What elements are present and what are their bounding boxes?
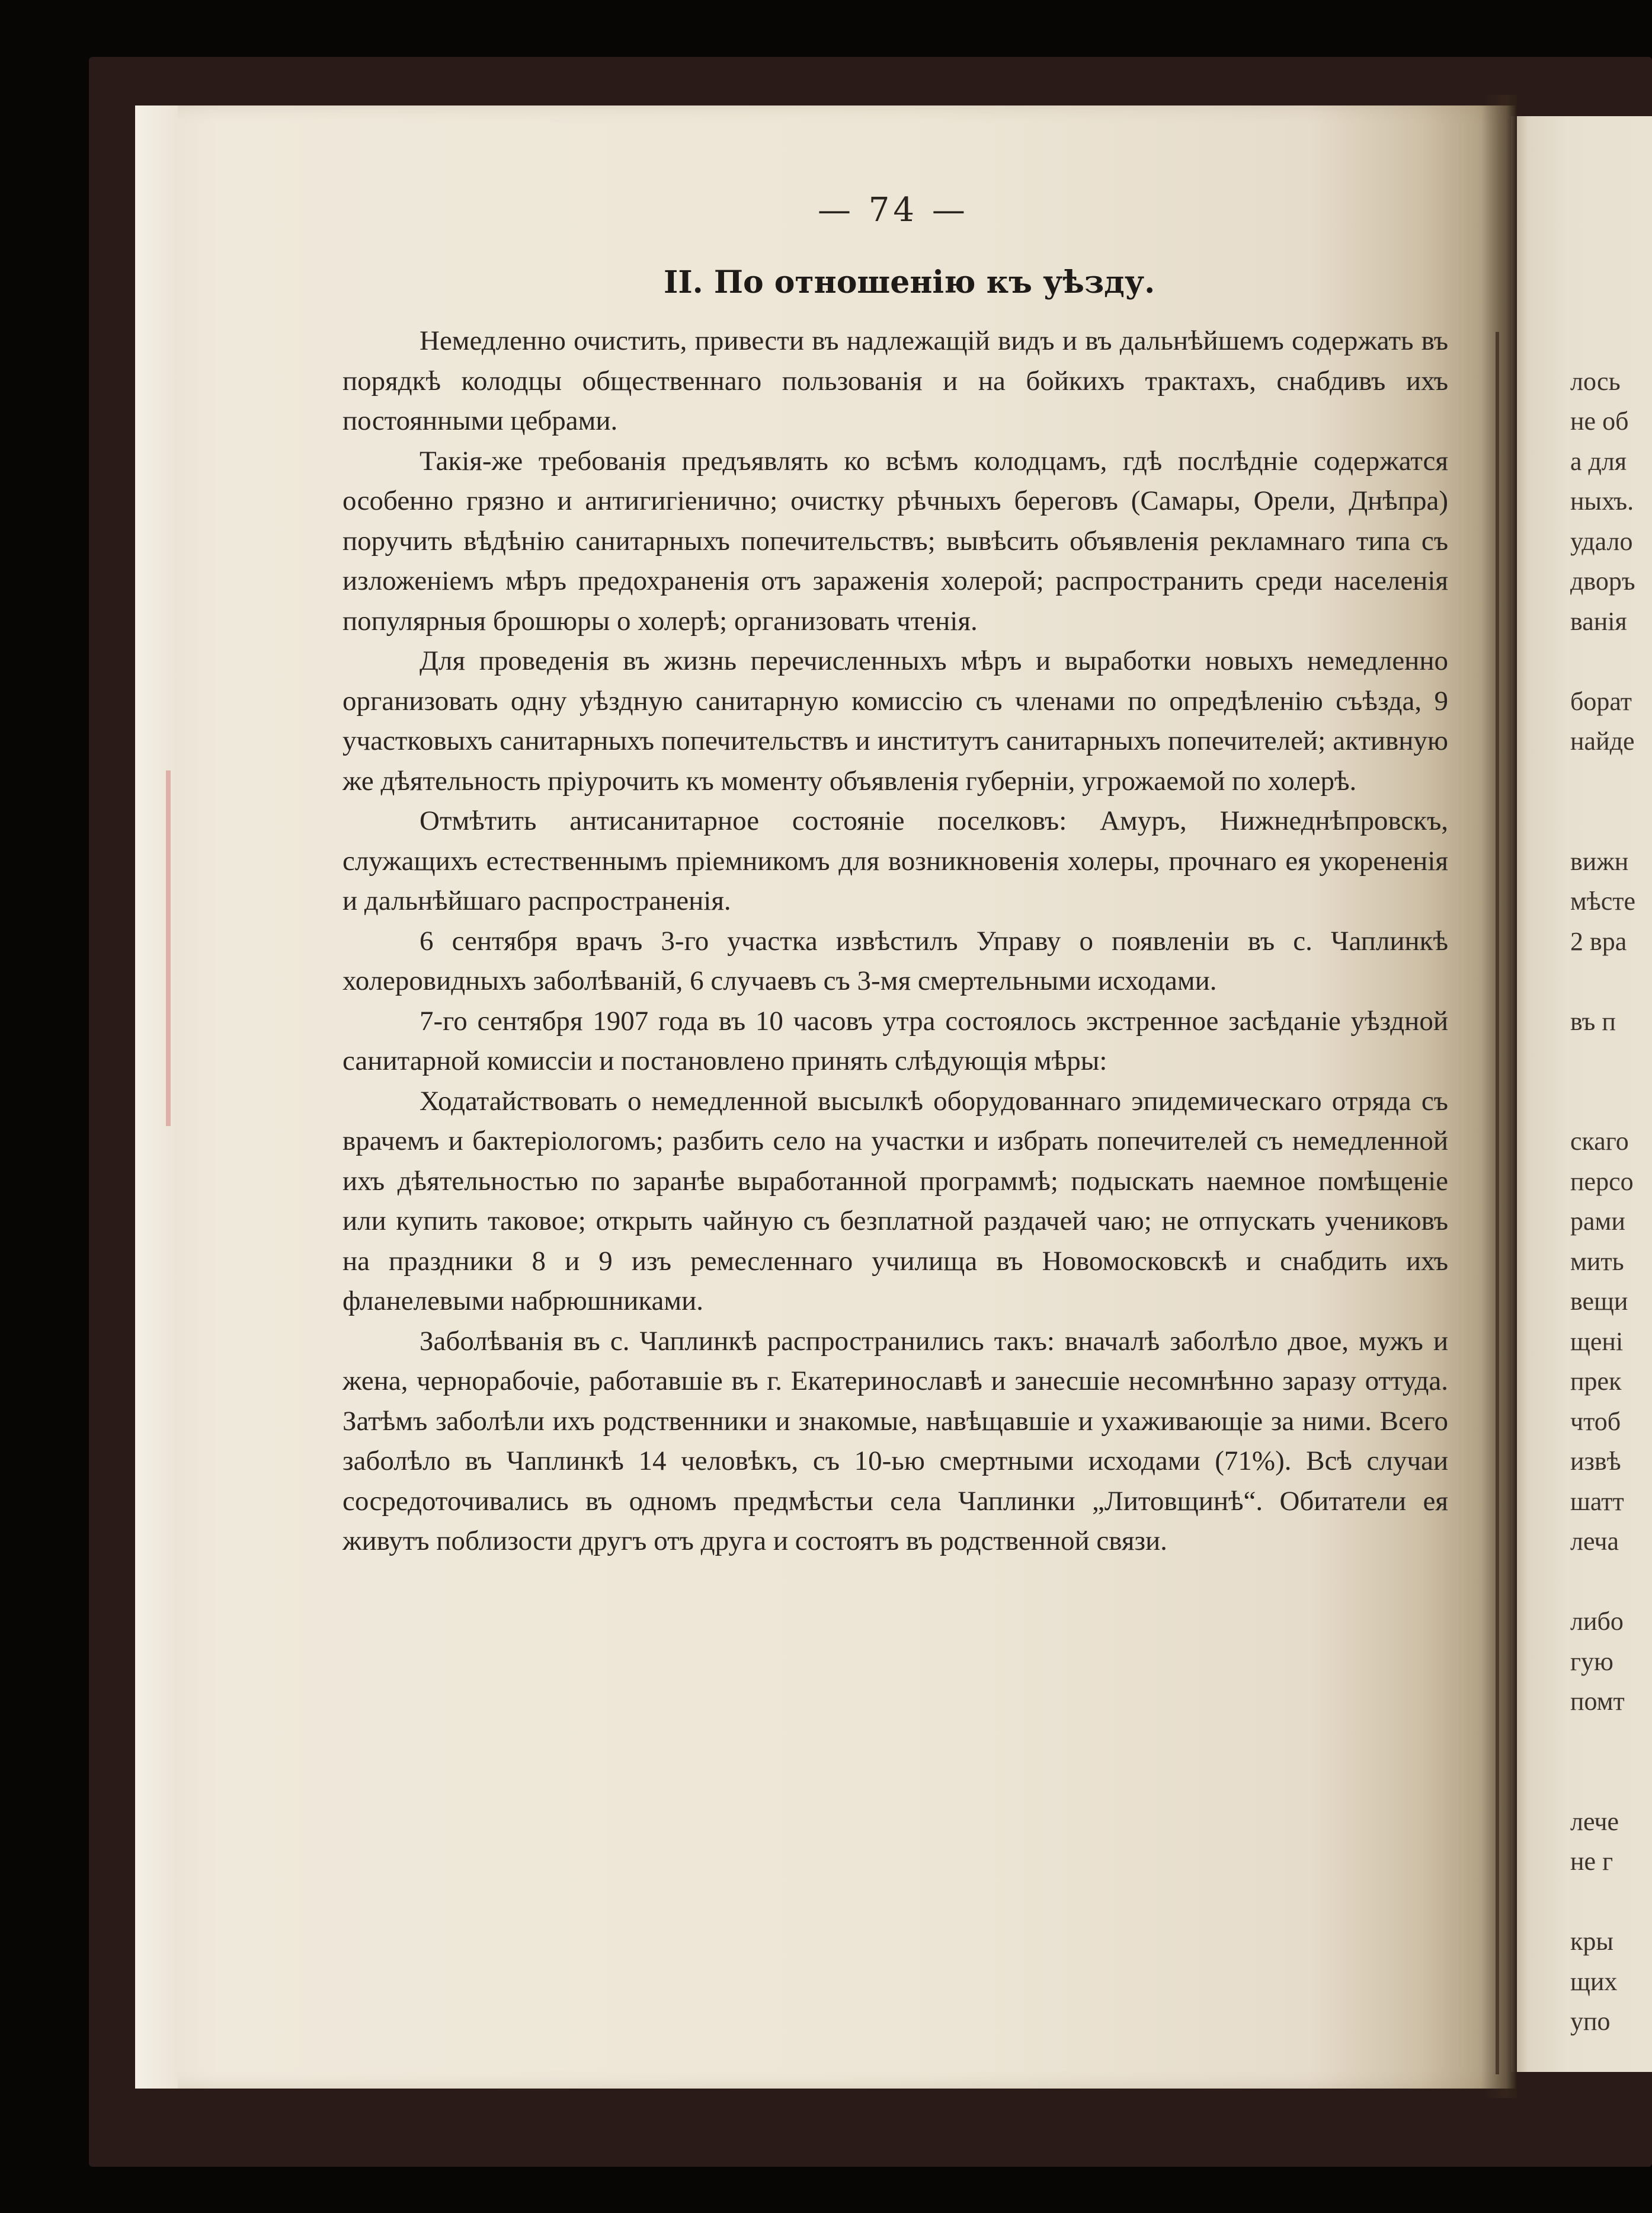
- paragraph: Отмѣтить антисанитарное состояніе поселковъ: Амуръ, Нижнеднѣпровскъ, служащихъ естественнымъ пріемникомъ для возникновенія холеры, прочнаго ея укорененія и дальнѣйшаго распространенія.: [342, 805, 1448, 916]
- facing-page-line: персо: [1570, 1166, 1634, 1196]
- facing-page-line: лось: [1570, 366, 1621, 396]
- facing-page-line: [1570, 1041, 1635, 1082]
- facing-page-text: [1570, 321, 1635, 2042]
- facing-page-line: вещи: [1570, 1287, 1628, 1316]
- paragraph: Ходатайствовать о немедленной высылкѣ оборудованнаго эпидемическаго отряда съ врачемъ и бактеріологомъ; разбить село на участки и избрать попечителей съ немедленной ихъ дѣятельностью по заранѣе выработанной программѣ; подыскать наемное помѣщеніе или купить таковое; открыть чайную съ безплатной раздачей чаю; не отпускать учениковъ на праздники 8 и 9 изъ ремесленнаго училища въ Новомосковскѣ и снабдить ихъ фланелевыми набрюшниками.: [342, 1085, 1448, 1316]
- facing-page-line: [1570, 1761, 1635, 1802]
- facing-page-line: щих: [1570, 1966, 1618, 1996]
- facing-page-line: найде: [1570, 727, 1635, 756]
- book-gutter: [1481, 95, 1517, 2098]
- paragraph: 6 сентября врачъ 3-го участка извѣстилъ Управу о появленіи въ с. Чаплинкѣ холеровидныхъ заболѣваній, 6 случаевъ съ 3-мя смертельными исходами.: [342, 925, 1448, 996]
- facing-page-line: ванія: [1570, 606, 1627, 636]
- page-number: — 74 —: [818, 191, 969, 229]
- facing-page-line: 2 вра: [1570, 926, 1627, 956]
- main-text: [342, 321, 1448, 1562]
- facing-page-line: [1570, 801, 1635, 842]
- facing-page-line: [1570, 1722, 1635, 1762]
- facing-page-line: прек: [1570, 1367, 1622, 1396]
- facing-page-line: леча: [1570, 1527, 1619, 1556]
- paragraph: 7-го сентября 1907 года въ 10 часовъ утра состоялось экстренное засѣданіе уѣздной санитарной комиссіи и постановлено принять слѣдующія мѣры:: [342, 1005, 1448, 1076]
- facing-page-line: помт: [1570, 1687, 1625, 1716]
- facing-page-line: а для: [1570, 446, 1627, 476]
- facing-page-line: лече: [1570, 1806, 1619, 1836]
- paragraph: Такія-же требованія предъявлять ко всѣмъ колодцамъ, гдѣ послѣдніе содержатся особенно грязно и антигигіенично; очистку рѣчныхъ береговъ (Самары, Орели, Днѣпра) поручить вѣдѣнію санитарныхъ попечительствъ; вывѣсить объявленія рекламнаго типа съ изложеніемъ мѣръ предохраненія отъ зараженія холерой; распространить среди населенія популярныя брошюры о холерѣ; организовать чтенія.: [342, 445, 1448, 637]
- page-edge-mark: [166, 770, 171, 1126]
- facing-page-line: въ п: [1570, 1006, 1616, 1036]
- facing-page-line: извѣ: [1570, 1447, 1621, 1476]
- facing-page-line: [1570, 1882, 1635, 1922]
- facing-page-line: не об: [1570, 407, 1629, 436]
- facing-page-line: [1570, 1562, 1635, 1602]
- section-heading: II. По отношенію къ уѣзду.: [664, 264, 1155, 300]
- page-edge: [135, 105, 178, 2089]
- facing-page-line: не г: [1570, 1847, 1613, 1876]
- facing-page-line: упо: [1570, 2007, 1611, 2036]
- facing-page-line: чтоб: [1570, 1406, 1621, 1436]
- facing-page-line: щені: [1570, 1326, 1624, 1356]
- facing-page-line: [1570, 641, 1635, 682]
- facing-page-line: скаго: [1570, 1127, 1629, 1156]
- facing-page-line: борат: [1570, 686, 1632, 716]
- paragraph: Немедленно очистить, привести въ надлежащій видъ и въ дальнѣйшемъ содержать въ порядкѣ колодцы общественнаго пользованія и на бойкихъ трактахъ, снабдивъ ихъ постоянными цебрами.: [342, 325, 1448, 436]
- facing-page-line: кры: [1570, 1927, 1613, 1956]
- facing-page-line: [1570, 1082, 1635, 1122]
- facing-page-line: гую: [1570, 1646, 1613, 1676]
- facing-page-line: мить: [1570, 1246, 1624, 1276]
- facing-page-line: либо: [1570, 1607, 1624, 1636]
- facing-page-line: шатт: [1570, 1486, 1624, 1516]
- facing-page-line: дворъ: [1570, 567, 1635, 596]
- facing-page-line: [1570, 961, 1635, 1002]
- paragraph: Заболѣванія въ с. Чаплинкѣ распространились такъ: вначалѣ заболѣло двое, мужъ и жена, чернорабочіе, работавшіе въ г. Екатеринославѣ и занесшіе несомнѣнно заразу оттуда. Затѣмъ заболѣли ихъ родственники и знакомые, навѣщавшіе и ухаживающіе за ними. Всего заболѣло въ Чаплинкѣ 14 человѣкъ, съ 10-ью смертными исходами (71%). Всѣ случаи сосредоточивались въ одномъ предмѣстьи села Чаплинки „Литовщинѣ“. Обитатели ея живутъ поблизости другъ отъ друга и состоятъ въ родственной связи.: [342, 1325, 1448, 1556]
- facing-page-line: [1570, 321, 1635, 362]
- spine-shadow: [1496, 332, 1499, 2074]
- facing-page-line: рами: [1570, 1207, 1625, 1236]
- facing-page-line: [1570, 762, 1635, 802]
- facing-page-line: мѣсте: [1570, 887, 1636, 916]
- paragraph: Для проведенія въ жизнь перечисленныхъ мѣръ и выработки новыхъ немедленно организовать одну уѣздную санитарную комиссію съ членами по опредѣленію съѣзда, 9 участковыхъ санитарныхъ попечительствъ и институтъ санитарныхъ попечителей; активную же дѣятельность пріурочить къ моменту объявленія губерніи, угрожаемой по холерѣ.: [342, 645, 1448, 797]
- facing-page-line: вижн: [1570, 846, 1629, 876]
- facing-page-line: ныхъ.: [1570, 487, 1634, 516]
- facing-page-line: удало: [1570, 526, 1633, 556]
